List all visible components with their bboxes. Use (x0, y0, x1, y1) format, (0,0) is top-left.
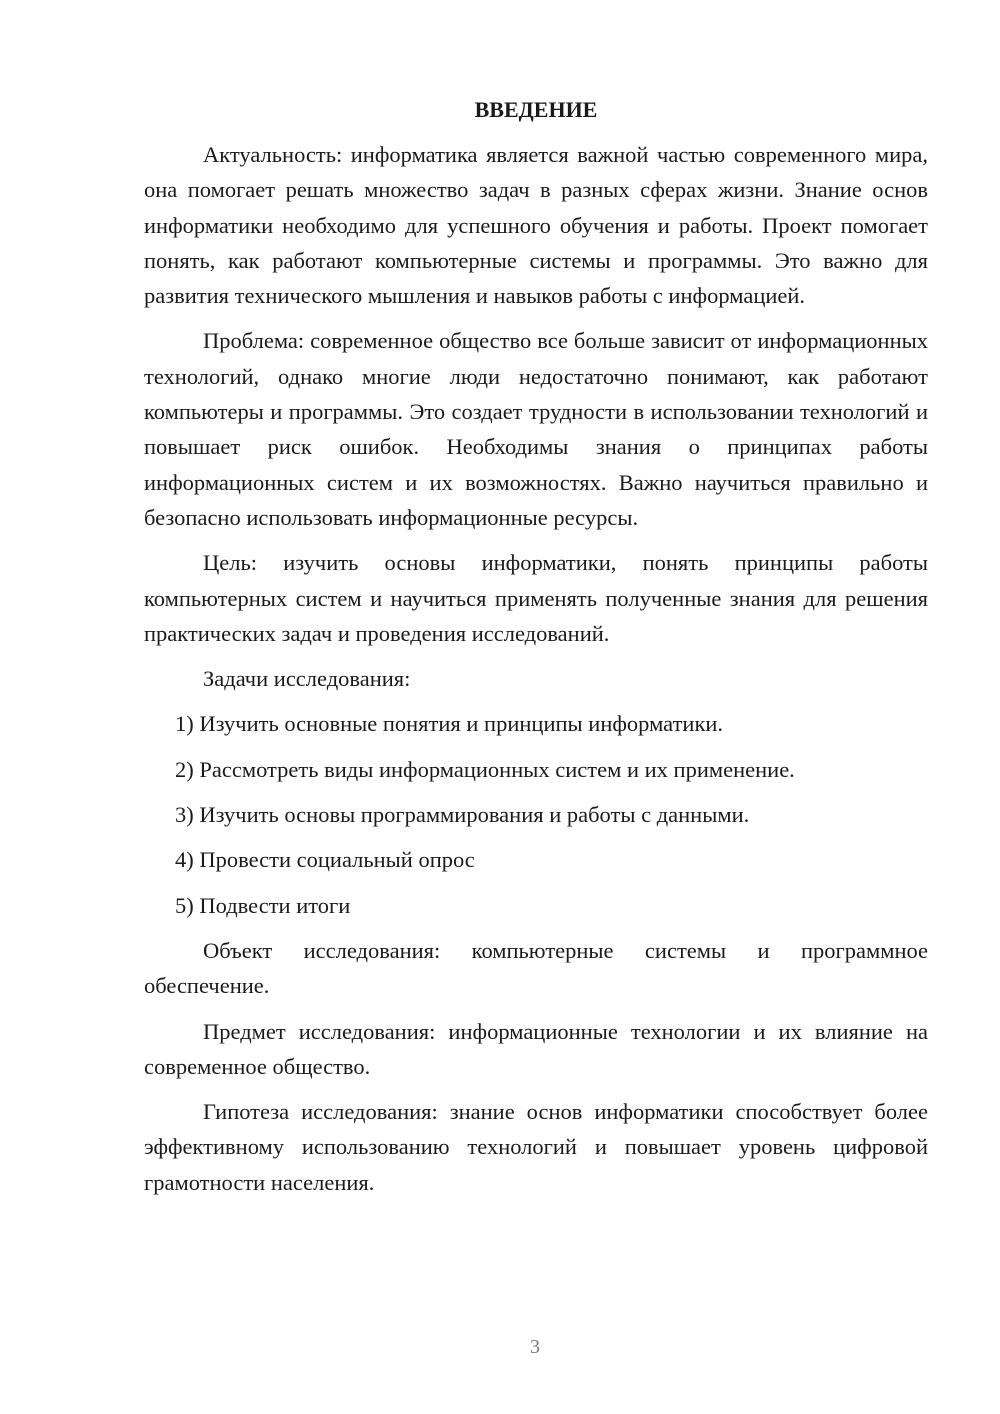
page-number: 3 (530, 1336, 540, 1358)
paragraph-goal: Цель: изучить основы информатики, понять принципы работы компьютерных систем и научиться применять полученные знания для решения практических задач и проведения исследований. (144, 550, 928, 646)
paragraph-subject: Предмет исследования: информационные технологии и их влияние на современное общество. (144, 1018, 928, 1079)
paragraph-hypothesis: Гипотеза исследования: знание основ информатики способствует более эффективному использованию технологий и повышает уровень цифровой грамотности населения. (144, 1099, 928, 1195)
paragraph-object: Объект исследования: компьютерные системы и программное обеспечение. (144, 937, 928, 999)
tasks-heading: Задачи исследования: (203, 666, 411, 692)
tasks-list (144, 706, 928, 922)
paragraph-relevance: Актуальность: информатика является важной частью современного мира, она помогает решать множество задач в разных сферах жизни. Знание основ информатики необходимо для успешного обучения и работы. Проект помогает понять, как работают компьютерные системы и программы. Это важно для развития технического мышления и навыков работы с информацией. (144, 142, 928, 309)
list-item: 4) Провести социальный опрос (175, 847, 475, 873)
paragraph-problem: Проблема: современное общество все больше зависит от информационных технологий, однако многие люди недостаточно понимают, как работают компьютеры и программы. Это создает трудности в использовании технологий и повышает риск ошибок. Необходимы знания о принципах работы информационных систем и их возможностях. Важно научиться правильно и безопасно использовать информационные ресурсы. (144, 328, 928, 530)
list-item: 1) Изучить основные понятия и принципы информатики. (175, 711, 724, 737)
page-title: ВВЕДЕНИЕ (474, 97, 598, 122)
page-content (144, 92, 928, 1210)
list-item: 5) Подвести итоги (175, 892, 351, 918)
list-item: 3) Изучить основы программирования и работы с данными. (175, 802, 750, 828)
list-item: 2) Рассмотреть виды информационных систем и их применение. (175, 756, 795, 782)
